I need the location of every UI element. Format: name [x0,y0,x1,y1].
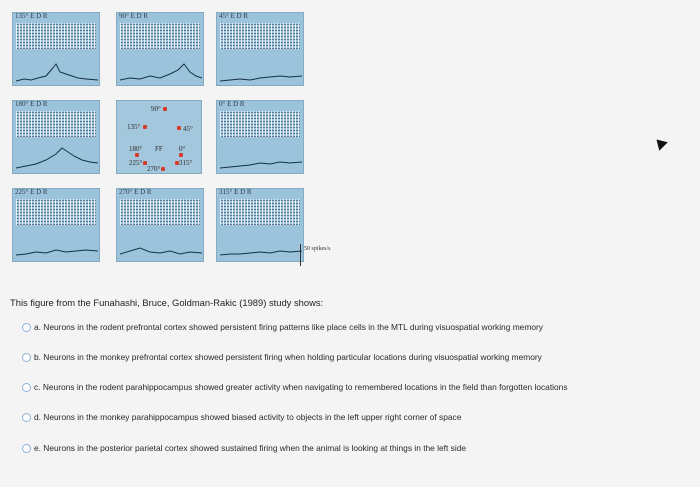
target-225: 225° [129,159,143,167]
spike-raster [220,111,300,137]
panel-label [15,188,48,196]
tag-r: R [246,188,252,196]
spike-histogram [120,230,202,258]
tag-r: R [239,100,245,108]
spike-histogram [120,54,202,82]
panel-180 [12,100,100,174]
target-0: 0° [179,145,186,153]
scale-bar [300,244,340,268]
spike-histogram [220,230,302,258]
angle-label: 135° [15,12,29,20]
panel-315 [216,188,304,262]
tag-d: D [36,188,42,196]
tag-d: D [236,12,242,20]
tag-e: E [230,12,235,20]
panel-label [219,188,252,196]
target-marker [135,153,139,157]
angle-label: 270° [119,188,133,196]
tag-d: D [36,100,42,108]
option-label: c. Neurons in the rodent parahippocampus showed greater activity when navigating to remembered locations in the field than forgotten locations [34,382,568,392]
angle-label: 90° [119,12,129,20]
tag-r: R [243,12,249,20]
radio-button[interactable] [22,444,31,453]
spike-raster [220,23,300,49]
angle-label: 315° [219,188,233,196]
tag-r: R [42,188,48,196]
radio-button[interactable] [22,353,31,362]
target-ff: FF [155,145,163,153]
panel-label [15,12,48,20]
spike-raster [16,199,96,225]
target-marker [179,153,183,157]
spike-histogram [16,230,98,258]
tag-d: D [233,100,239,108]
angle-label: 180° [15,100,29,108]
panel-135 [12,12,100,86]
target-marker [143,125,147,129]
option-d[interactable] [22,410,461,424]
radio-button[interactable] [22,413,31,422]
panel-225 [12,188,100,262]
tag-e: E [30,188,35,196]
target-135: 135° [127,123,141,131]
tag-r: R [146,188,152,196]
spike-raster [120,199,200,225]
target-270: 270° [147,165,161,173]
tag-e: E [134,188,139,196]
tag-e: E [30,12,35,20]
pointer-cursor-icon [652,135,668,151]
panel-270 [116,188,204,262]
option-label: a. Neurons in the rodent prefrontal cortex showed persistent firing patterns like place cells in the MTL during visuospatial working memory [34,322,543,332]
option-label: e. Neurons in the posterior parietal cortex showed sustained firing when the animal is looking at things in the left side [34,443,467,453]
option-b[interactable] [22,350,542,364]
spike-raster [16,23,96,49]
target-45: 45° [183,125,193,133]
spike-histogram [16,142,98,170]
panel-45 [216,12,304,86]
spike-raster [16,111,96,137]
target-315: 315° [179,159,193,167]
spike-histogram [220,54,302,82]
panel-90 [116,12,204,86]
angle-label: 225° [15,188,29,196]
tag-d: D [36,12,42,20]
angle-label: 45° [219,12,229,20]
tag-e: E [130,12,135,20]
option-label: b. Neurons in the monkey prefrontal cortex showed persistent firing when holding particular locations during visuospatial working memory [34,352,542,362]
tag-e: E [227,100,232,108]
panel-label [219,12,248,20]
target-marker [163,107,167,111]
panel-label [119,188,152,196]
tag-d: D [136,12,142,20]
tag-e: E [234,188,239,196]
panel-label [219,100,245,108]
target-180: 180° [129,145,143,153]
angle-label: 0° [219,100,226,108]
radio-button[interactable] [22,323,31,332]
neuron-figure [8,12,348,284]
scale-line [300,244,301,266]
tag-e: E [30,100,35,108]
option-label: d. Neurons in the monkey parahippocampus showed biased activity to objects in the left upper right corner of space [34,412,462,422]
panel-label [15,100,48,108]
scale-label: 50 spikes/s [304,246,331,252]
tag-r: R [42,100,48,108]
option-e[interactable] [22,441,466,455]
tag-d: D [140,188,146,196]
spike-histogram [220,142,302,170]
tag-r: R [42,12,48,20]
tag-d: D [240,188,246,196]
target-layout [116,100,202,174]
radio-button[interactable] [22,383,31,392]
option-a[interactable] [22,320,543,334]
target-marker [177,126,181,130]
panel-0 [216,100,304,174]
tag-r: R [143,12,149,20]
option-c[interactable] [22,380,568,394]
panel-label [119,12,148,20]
target-marker [161,167,165,171]
spike-raster [120,23,200,49]
target-marker [175,161,179,165]
question-text: This figure from the Funahashi, Bruce, Goldman-Rakic (1989) study shows: [10,297,324,308]
target-90: 90° [151,105,161,113]
spike-raster [220,199,300,225]
spike-histogram [16,54,98,82]
